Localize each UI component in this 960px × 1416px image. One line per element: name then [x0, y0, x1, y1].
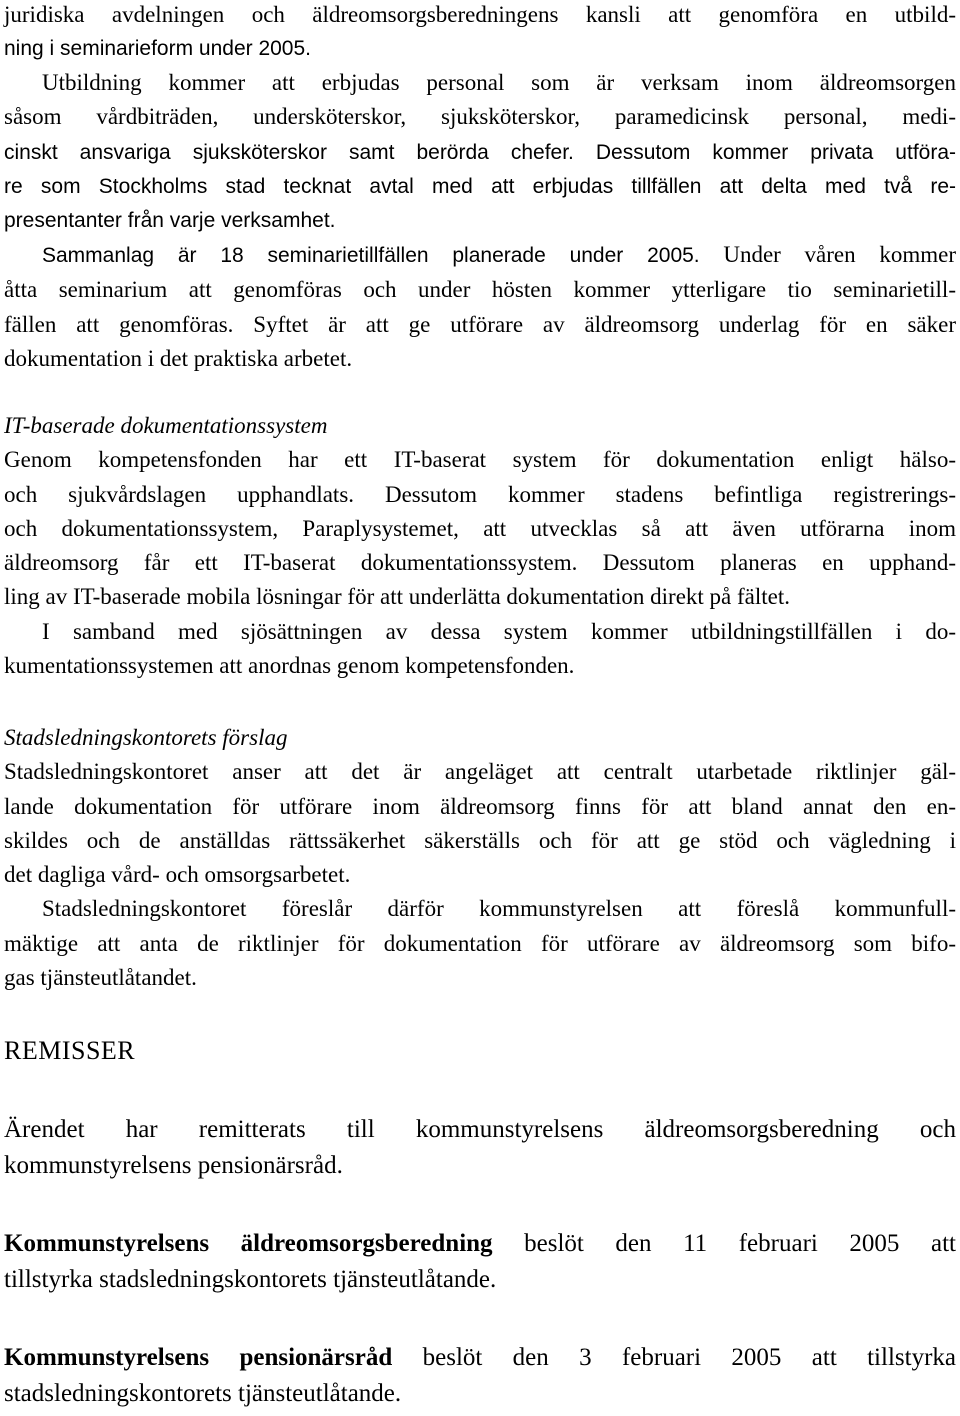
seminars-line-1a: Sammanlag är 18 seminarietillfällen planerade under 2005.	[42, 244, 700, 267]
it-section	[4, 409, 956, 683]
training-line-4: re som Stockholms stad tecknat avtal med att erbjudas tillfällen att delta med två re-	[4, 174, 956, 198]
it-line-7: kumentationssystemen att anordnas genom kompetensfonden.	[4, 653, 575, 679]
seminars-line-3b: Syftet är att ge utförare av äldreomsorg underlag för en säker	[233, 311, 956, 337]
remisser-heading: REMISSER	[4, 1036, 136, 1065]
remisser-p3-rest: beslöt den 3 februari 2005 att tillstyrka	[392, 1344, 956, 1371]
training-paragraph	[4, 66, 956, 238]
training-line-3b: Dessutom kommer privata utföra-	[573, 140, 956, 164]
proposal-line-6: mäktige att anta de riktlinjer för dokumentation för utförare av äldreomsorg som bifo-	[4, 930, 956, 956]
proposal-line-3: skildes och de anställdas rättssäkerhet säkerställs och för att ge stöd och vägledning i	[4, 827, 956, 853]
proposal-line-2: lande dokumentation för utförare inom äldreomsorg finns för att bland annat den en-	[4, 793, 956, 819]
remisser-p1-line-2: kommunstyrelsens pensionärsråd.	[4, 1152, 343, 1179]
remisser-p2-rest: beslöt den 11 februari 2005 att	[492, 1230, 956, 1257]
seminars-line-4: dokumentation i det praktiska arbetet.	[4, 345, 353, 371]
seminars-line-1	[4, 238, 956, 273]
remisser-section	[4, 1034, 956, 1068]
training-line-3a: cinskt ansvariga sjuksköterskor samt berörda chefer.	[4, 140, 574, 164]
it-line-2: och sjukvårdslagen upphandlats. Dessutom kommer stadens befintliga registrerings-	[4, 481, 956, 507]
remisser-paragraph-1	[4, 1112, 956, 1184]
it-line-3: och dokumentationssystem, Paraplysystemet, att utvecklas så att även utförarna inom	[4, 515, 956, 541]
remisser-p1-line-1: Ärendet har remitterats till kommunstyrelsens äldreomsorgsberedning och	[4, 1116, 956, 1143]
remisser-p3-line-1	[4, 1340, 956, 1376]
intro-line-2: ning i seminarieform under 2005.	[4, 37, 312, 61]
remisser-p3-bold: Kommunstyrelsens pensionärsråd	[4, 1344, 393, 1371]
seminars-line-1b: Under våren kommer	[699, 242, 956, 267]
intro-line-1: juridiska avdelningen och äldreomsorgsberedningens kansli att genomföra en utbild-	[4, 2, 956, 27]
it-line-5: ling av IT-baserade mobila lösningar för att underlätta dokumentation direkt på fältet.	[4, 584, 791, 610]
remisser-paragraph-3	[4, 1340, 956, 1412]
proposal-line-7: gas tjänsteutlåtandet.	[4, 965, 197, 991]
proposal-line-1: Stadsledningskontoret anser att det är angeläget att centralt utarbetade riktlinjer gäl-	[4, 759, 956, 785]
it-line-4: äldreomsorg får ett IT-baserat dokumentationssystem. Dessutom planeras en upphand-	[4, 550, 956, 576]
intro-paragraph	[4, 0, 956, 67]
training-line-1: Utbildning kommer att erbjudas personal som är verksam inom äldreomsorgen	[42, 70, 956, 95]
training-line-2: såsom vårdbiträden, undersköterskor, sjuksköterskor, paramedicinsk personal, medi-	[4, 104, 956, 130]
seminars-paragraph	[4, 238, 956, 376]
it-line-1: Genom kompetensfonden har ett IT-baserat system för dokumentation enligt hälso-	[4, 447, 956, 473]
proposal-section	[4, 721, 956, 995]
seminars-line-3a: fällen att genomföras.	[4, 311, 234, 337]
proposal-line-4: det dagliga vård- och omsorgsarbetet.	[4, 862, 351, 888]
proposal-section-heading: Stadsledningskontorets förslag	[4, 725, 288, 750]
training-line-3	[4, 135, 956, 170]
remisser-p2-line-1	[4, 1226, 956, 1262]
remisser-p3-line-2: stadsledningskontorets tjänsteutlåtande.	[4, 1380, 402, 1407]
remisser-paragraph-2	[4, 1226, 956, 1298]
proposal-line-5: Stadsledningskontoret föreslår därför kommunstyrelsen att föreslå kommunfull-	[42, 896, 956, 922]
seminars-line-3	[4, 308, 956, 342]
seminars-line-2: åtta seminarium att genomföras och under hösten kommer ytterligare tio seminarietill-	[4, 277, 956, 303]
it-line-6: I samband med sjösättningen av dessa system kommer utbildningstillfällen i do-	[42, 618, 956, 644]
remisser-p2-bold: Kommunstyrelsens äldreomsorgsberedning	[4, 1230, 493, 1257]
training-line-5: presentanter från varje verksamhet.	[4, 209, 336, 233]
remisser-p2-line-2: tillstyrka stadsledningskontorets tjänsteutlåtande.	[4, 1266, 497, 1293]
it-section-heading: IT-baserade dokumentationssystem	[4, 413, 328, 438]
